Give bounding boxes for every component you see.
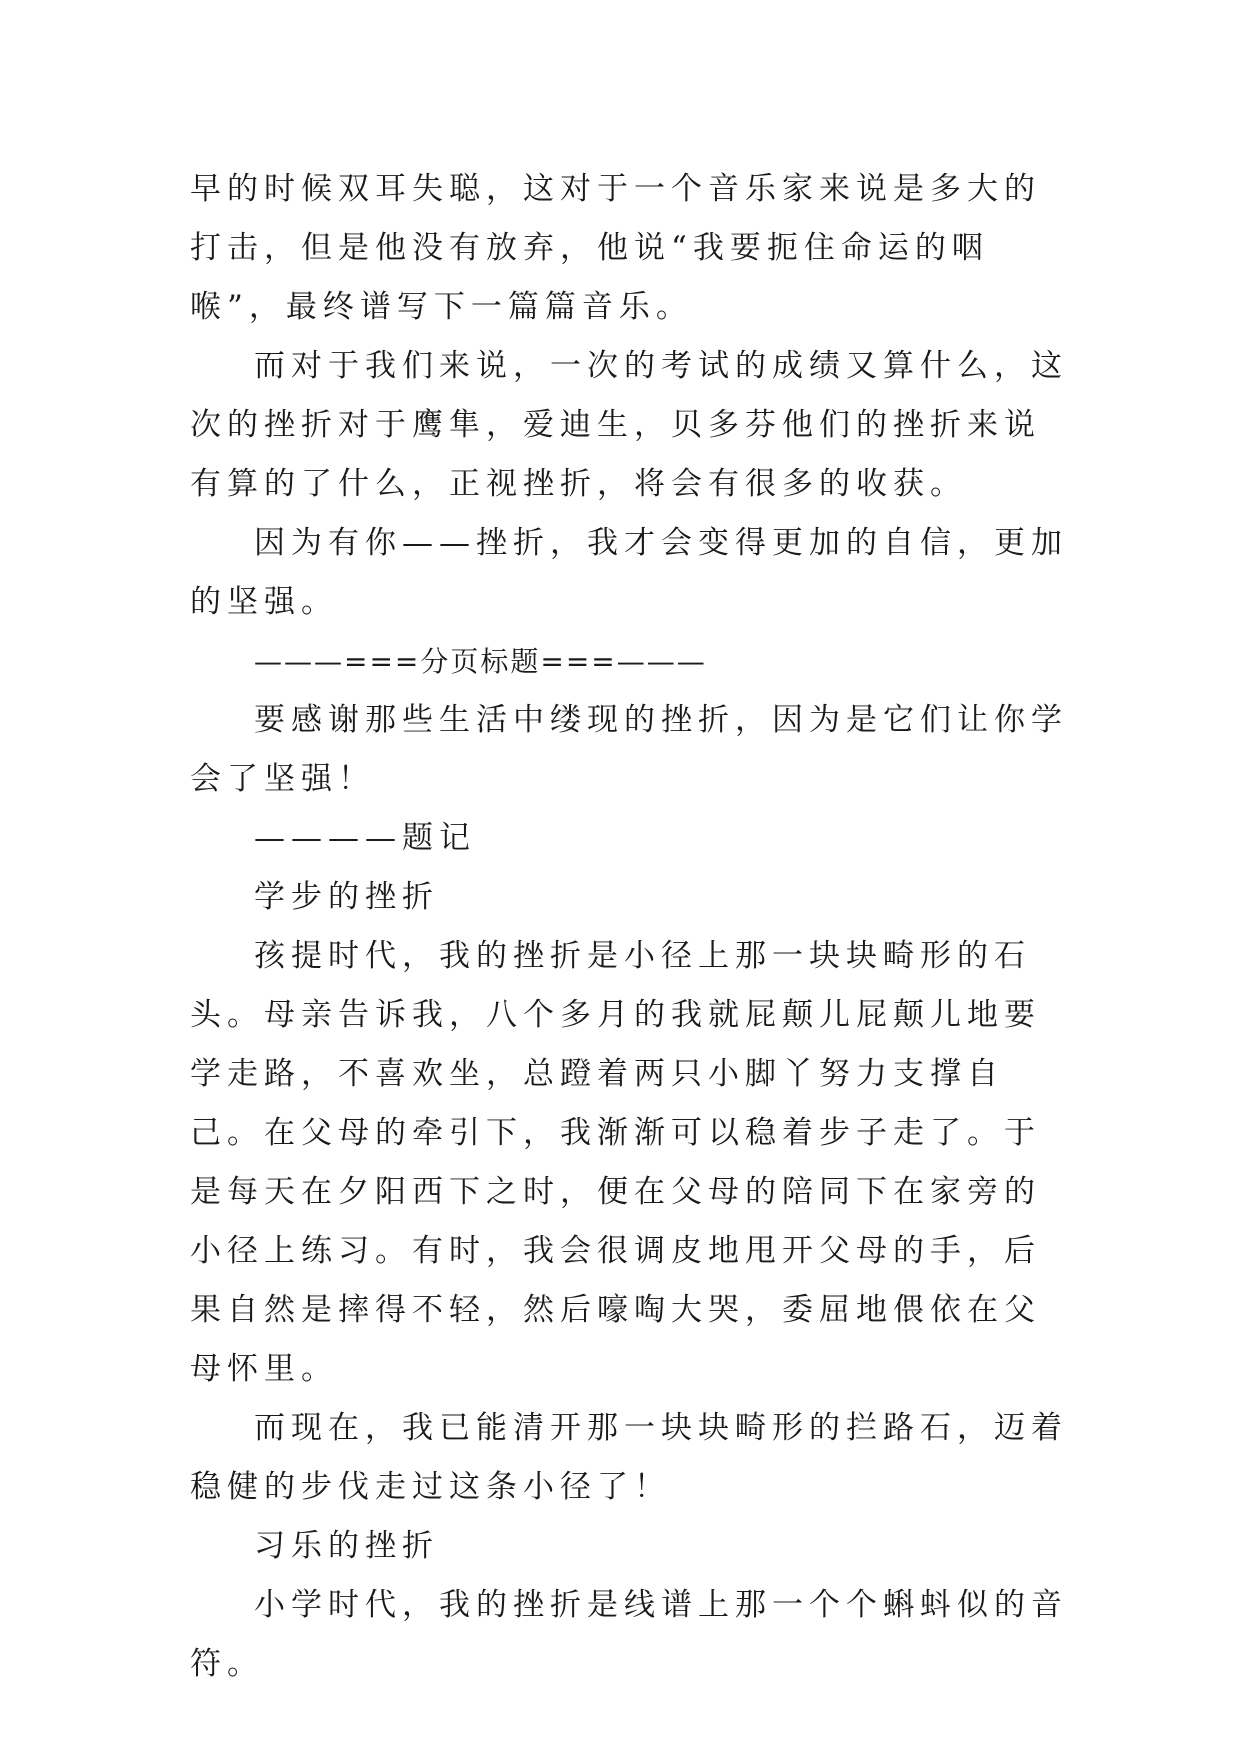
paragraph: 而现在，我已能清开那一块块畸形的拦路石，迈着稳健的步伐走过这条小径了！: [190, 1410, 1068, 1505]
document-body: [190, 160, 1070, 1694]
paragraph: 早的时候双耳失聪，这对于一个音乐家来说是多大的打击，但是他没有放弃，他说“我要扼住命运的咽喉”，最终谱写下一篇篇音乐。: [190, 171, 1041, 325]
paragraph: 孩提时代，我的挫折是小径上那一块块畸形的石头。母亲告诉我，八个多月的我就屁颠儿屁颠儿地要学走路，不喜欢坐，总蹬着两只小脚丫努力支撑自己。在父母的牵引下，我渐渐可以稳着步子走了。于是每天在夕阳西下之时，便在父母的陪同下在家旁的小径上练习。有时，我会很调皮地甩开父母的手，后果自然是摔得不轻，然后嚎啕大哭，委屈地偎依在父母怀里。: [190, 938, 1041, 1387]
section-heading: 习乐的挫折: [254, 1528, 439, 1564]
epigraph-attribution: ————题记: [254, 820, 476, 856]
paragraph: 因为有你——挫折，我才会变得更加的自信，更加的坚强。: [190, 525, 1068, 620]
epigraph: 要感谢那些生活中缕现的挫折，因为是它们让你学会了坚强！: [190, 702, 1068, 797]
page-break-title: ———===分页标题===———: [254, 645, 707, 678]
paragraph: 小学时代，我的挫折是线谱上那一个个蝌蚪似的音符。: [190, 1587, 1068, 1682]
section-heading: 学步的挫折: [254, 879, 439, 915]
paragraph: 而对于我们来说，一次的考试的成绩又算什么，这次的挫折对于鹰隼，爱迪生，贝多芬他们的挫折来说有算的了什么，正视挫折，将会有很多的收获。: [190, 348, 1068, 502]
